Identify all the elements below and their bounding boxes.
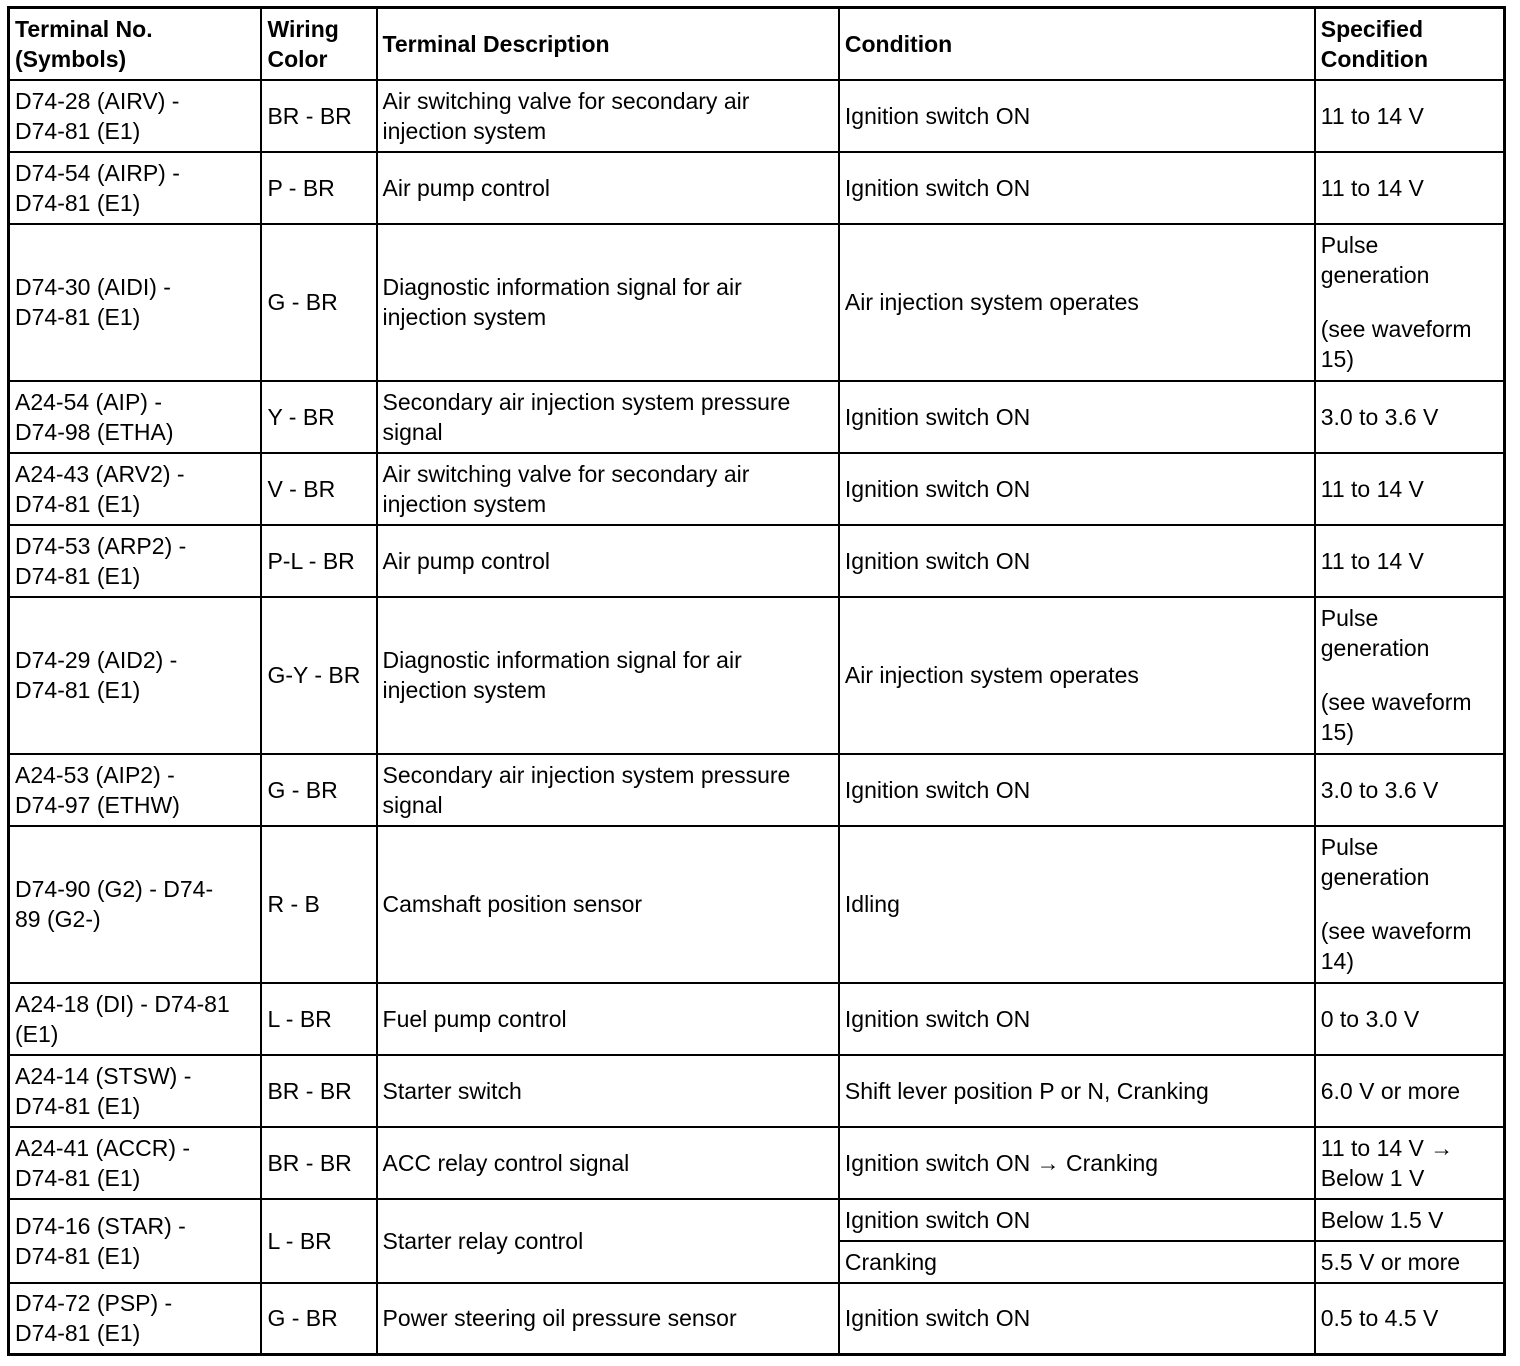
condition-cell: Air injection system operates: [839, 597, 1315, 754]
specified-cell: 6.0 V or more: [1315, 1055, 1505, 1127]
description-cell: Starter relay control: [377, 1199, 839, 1283]
wiring-color-cell: BR - BR: [261, 80, 376, 152]
description-cell: Camshaft position sensor: [377, 826, 839, 983]
wiring-color-cell: BR - BR: [261, 1055, 376, 1127]
condition-cell: Ignition switch ON → Cranking: [839, 1127, 1315, 1199]
condition-cell: Ignition switch ON: [839, 80, 1315, 152]
wiring-color-cell: V - BR: [261, 453, 376, 525]
description-cell: ACC relay control signal: [377, 1127, 839, 1199]
terminal-cell: A24-18 (DI) - D74-81 (E1): [9, 983, 262, 1055]
specified-cell: 3.0 to 3.6 V: [1315, 381, 1505, 453]
condition-cell: Ignition switch ON: [839, 983, 1315, 1055]
condition-cell: Ignition switch ON: [839, 1283, 1315, 1355]
table-header-row: [9, 8, 1505, 80]
waveform-reference: (see waveform 15): [1320, 689, 1472, 745]
header-terminal: Terminal No. (Symbols): [9, 8, 262, 80]
specified-cell: 3.0 to 3.6 V: [1315, 754, 1505, 826]
specified-value: Pulse generation: [1320, 232, 1430, 288]
table-row: [9, 1283, 1505, 1355]
specified-cell: 11 to 14 V: [1315, 525, 1505, 597]
wiring-color-cell: P-L - BR: [261, 525, 376, 597]
terminal-cell: D74-29 (AID2) - D74-81 (E1): [9, 597, 262, 754]
condition-cell: Ignition switch ON: [839, 152, 1315, 224]
terminal-cell: A24-41 (ACCR) - D74-81 (E1): [9, 1127, 262, 1199]
wiring-color-cell: G-Y - BR: [261, 597, 376, 754]
description-cell: Diagnostic information signal for air injection system: [377, 224, 839, 381]
terminal-cell: D74-28 (AIRV) - D74-81 (E1): [9, 80, 262, 152]
condition-cell: Ignition switch ON: [839, 1199, 1315, 1241]
wiring-color-cell: P - BR: [261, 152, 376, 224]
wiring-color-cell: G - BR: [261, 224, 376, 381]
terminal-cell: A24-54 (AIP) - D74-98 (ETHA): [9, 381, 262, 453]
terminal-cell: D74-54 (AIRP) - D74-81 (E1): [9, 152, 262, 224]
terminal-cell: D74-90 (G2) - D74- 89 (G2-): [9, 826, 262, 983]
condition-cell: Shift lever position P or N, Cranking: [839, 1055, 1315, 1127]
wiring-color-cell: L - BR: [261, 983, 376, 1055]
specified-cell: 0 to 3.0 V: [1315, 983, 1505, 1055]
specified-cell: 11 to 14 V → Below 1 V: [1315, 1127, 1505, 1199]
table-row: [9, 152, 1505, 224]
description-cell: Power steering oil pressure sensor: [377, 1283, 839, 1355]
terminal-cell: D74-16 (STAR) - D74-81 (E1): [9, 1199, 262, 1283]
specified-cell: Below 1.5 V: [1315, 1199, 1505, 1241]
description-cell: Air pump control: [377, 525, 839, 597]
wiring-color-cell: R - B: [261, 826, 376, 983]
condition-cell: Ignition switch ON: [839, 381, 1315, 453]
header-specified-condition: Specified Condition: [1315, 8, 1505, 80]
wiring-color-cell: Y - BR: [261, 381, 376, 453]
table-row: [9, 826, 1505, 983]
specified-cell: [1315, 597, 1505, 754]
specified-cell: [1315, 826, 1505, 983]
terminal-spec-document: [7, 6, 1506, 1356]
table-row: [9, 597, 1505, 754]
description-cell: Starter switch: [377, 1055, 839, 1127]
specified-value: Pulse generation: [1320, 834, 1430, 890]
description-cell: Secondary air injection system pressure signal: [377, 754, 839, 826]
description-cell: Air pump control: [377, 152, 839, 224]
header-wiring-color: Wiring Color: [261, 8, 376, 80]
header-terminal-description: Terminal Description: [377, 8, 839, 80]
table-row: [9, 224, 1505, 381]
terminal-spec-table: [7, 6, 1506, 1356]
table-row: [9, 1055, 1505, 1127]
specified-cell: 5.5 V or more: [1315, 1241, 1505, 1283]
wiring-color-cell: G - BR: [261, 1283, 376, 1355]
description-cell: Fuel pump control: [377, 983, 839, 1055]
terminal-cell: D74-72 (PSP) - D74-81 (E1): [9, 1283, 262, 1355]
terminal-cell: A24-14 (STSW) - D74-81 (E1): [9, 1055, 262, 1127]
condition-cell: Ignition switch ON: [839, 453, 1315, 525]
specified-cell: 0.5 to 4.5 V: [1315, 1283, 1505, 1355]
terminal-cell: D74-53 (ARP2) - D74-81 (E1): [9, 525, 262, 597]
condition-cell: Cranking: [839, 1241, 1315, 1283]
description-cell: Air switching valve for secondary air injection system: [377, 453, 839, 525]
specified-cell: [1315, 224, 1505, 381]
table-row: [9, 453, 1505, 525]
header-condition: Condition: [839, 8, 1315, 80]
terminal-cell: A24-53 (AIP2) - D74-97 (ETHW): [9, 754, 262, 826]
description-cell: Secondary air injection system pressure signal: [377, 381, 839, 453]
table-row: [9, 1127, 1505, 1199]
condition-cell: Ignition switch ON: [839, 754, 1315, 826]
specified-value: Pulse generation: [1320, 605, 1430, 661]
table-row: [9, 983, 1505, 1055]
table-row: [9, 754, 1505, 826]
table-row: [9, 381, 1505, 453]
condition-cell: Ignition switch ON: [839, 525, 1315, 597]
condition-cell: Air injection system operates: [839, 224, 1315, 381]
wiring-color-cell: BR - BR: [261, 1127, 376, 1199]
wiring-color-cell: G - BR: [261, 754, 376, 826]
table-row: [9, 80, 1505, 152]
specified-cell: 11 to 14 V: [1315, 453, 1505, 525]
terminal-cell: A24-43 (ARV2) - D74-81 (E1): [9, 453, 262, 525]
description-cell: Diagnostic information signal for air injection system: [377, 597, 839, 754]
specified-cell: 11 to 14 V: [1315, 152, 1505, 224]
table-row: [9, 525, 1505, 597]
wiring-color-cell: L - BR: [261, 1199, 376, 1283]
waveform-reference: (see waveform 14): [1320, 918, 1472, 974]
condition-cell: Idling: [839, 826, 1315, 983]
description-cell: Air switching valve for secondary air injection system: [377, 80, 839, 152]
terminal-cell: D74-30 (AIDI) - D74-81 (E1): [9, 224, 262, 381]
table-row: [9, 1199, 1505, 1241]
specified-cell: 11 to 14 V: [1315, 80, 1505, 152]
waveform-reference: (see waveform 15): [1320, 316, 1472, 372]
